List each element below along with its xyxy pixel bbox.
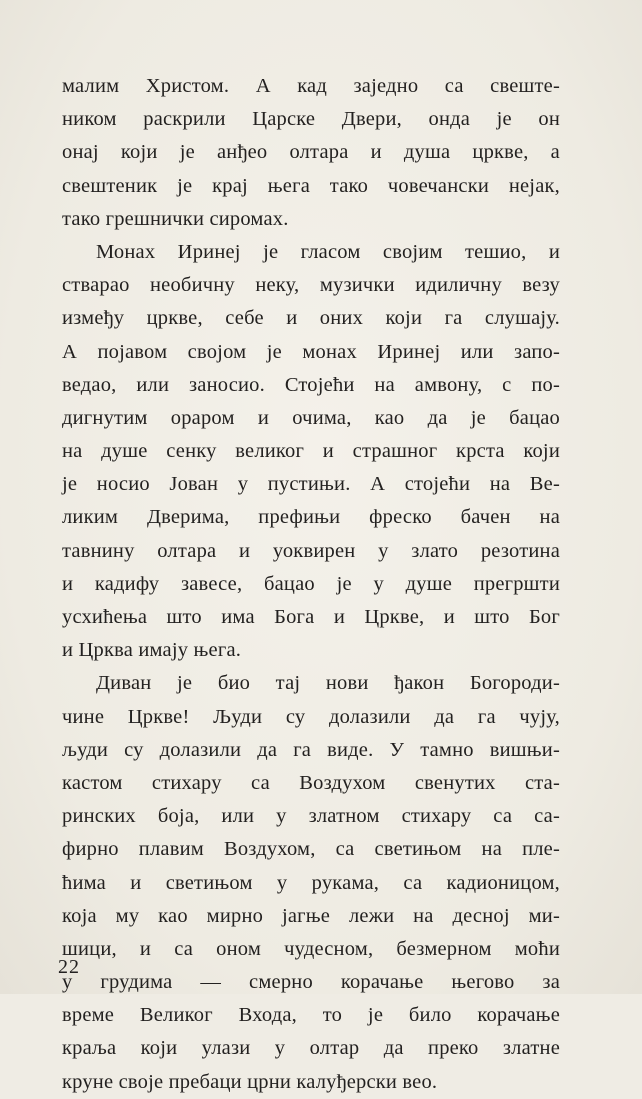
text-line: малим Христом. А кад заједно са свеште- [62, 75, 560, 97]
text-line: и Црква имају њега. [62, 639, 242, 662]
text-line: ликим Дверима, префињи фреско бачен на [62, 506, 560, 529]
text-line: дигнутим ораром и очима, као да је бацао [62, 406, 560, 429]
text-line: чине Цркве! Људи су долазили да га чују, [62, 705, 560, 728]
text-line: Монах Иринеј је гласом својим тешио, и [96, 240, 560, 263]
text-line: тако грешнички сиромах. [62, 207, 289, 230]
text-line: усхићења што има Бога и Цркве, и што Бог [62, 606, 560, 628]
text-line: ћима и светињом у рукама, са кадионицом, [62, 871, 560, 894]
text-line: између цркве, себе и оних који га слушају. [62, 307, 560, 330]
text-line: фирно плавим Воздухом, са светињом на пле- [62, 838, 560, 861]
text-line: свештеник је крај њега тако човечански нејак, [62, 174, 560, 197]
text-line: кастом стихару са Воздухом свенутих ста- [62, 771, 560, 794]
text-line: и кадифу завесе, бацао је у душе прегршти [62, 572, 560, 595]
text-line: круне своје пребаци црни калуђерски вео. [62, 1070, 438, 1093]
body-text [62, 70, 560, 1099]
text-line: Диван је био тај нови ђакон Богороди- [96, 672, 560, 695]
text-line: онај који је анђео олтара и душа цркве, а [62, 141, 560, 164]
text-line: време Великог Входа, то је било корачање [62, 1004, 560, 1027]
text-line: која му као мирно јагње лежи на десној ми- [62, 904, 560, 927]
text-line: је носио Јован у пустињи. А стојећи на Ве- [62, 473, 560, 496]
text-line: ринских боја, или у златном стихару са са- [62, 805, 560, 828]
text-line: стварао необичну неку, музички идиличну везу [62, 274, 560, 297]
text-line: на душе сенку великог и страшног крста који [62, 440, 560, 463]
text-line: краља који улази у олтар да преко златне [62, 1037, 560, 1060]
text-line: ведао, или заносио. Стојећи на амвону, с по- [62, 373, 560, 396]
text-line: А појавом својом је монах Иринеј или запо- [62, 340, 560, 363]
text-line: тавнину олтара и уоквирен у злато резотина [62, 539, 560, 562]
text-line: шици, и са оном чудесном, безмерном моћи [62, 937, 560, 960]
text-line: људи су долазили да га виде. У тамно вишњи- [62, 738, 560, 761]
text-line: у грудима — смерно корачање његово за [62, 971, 560, 994]
text-line: ником раскрили Царске Двери, онда је он [62, 108, 560, 131]
page-number: 22 [58, 956, 80, 978]
